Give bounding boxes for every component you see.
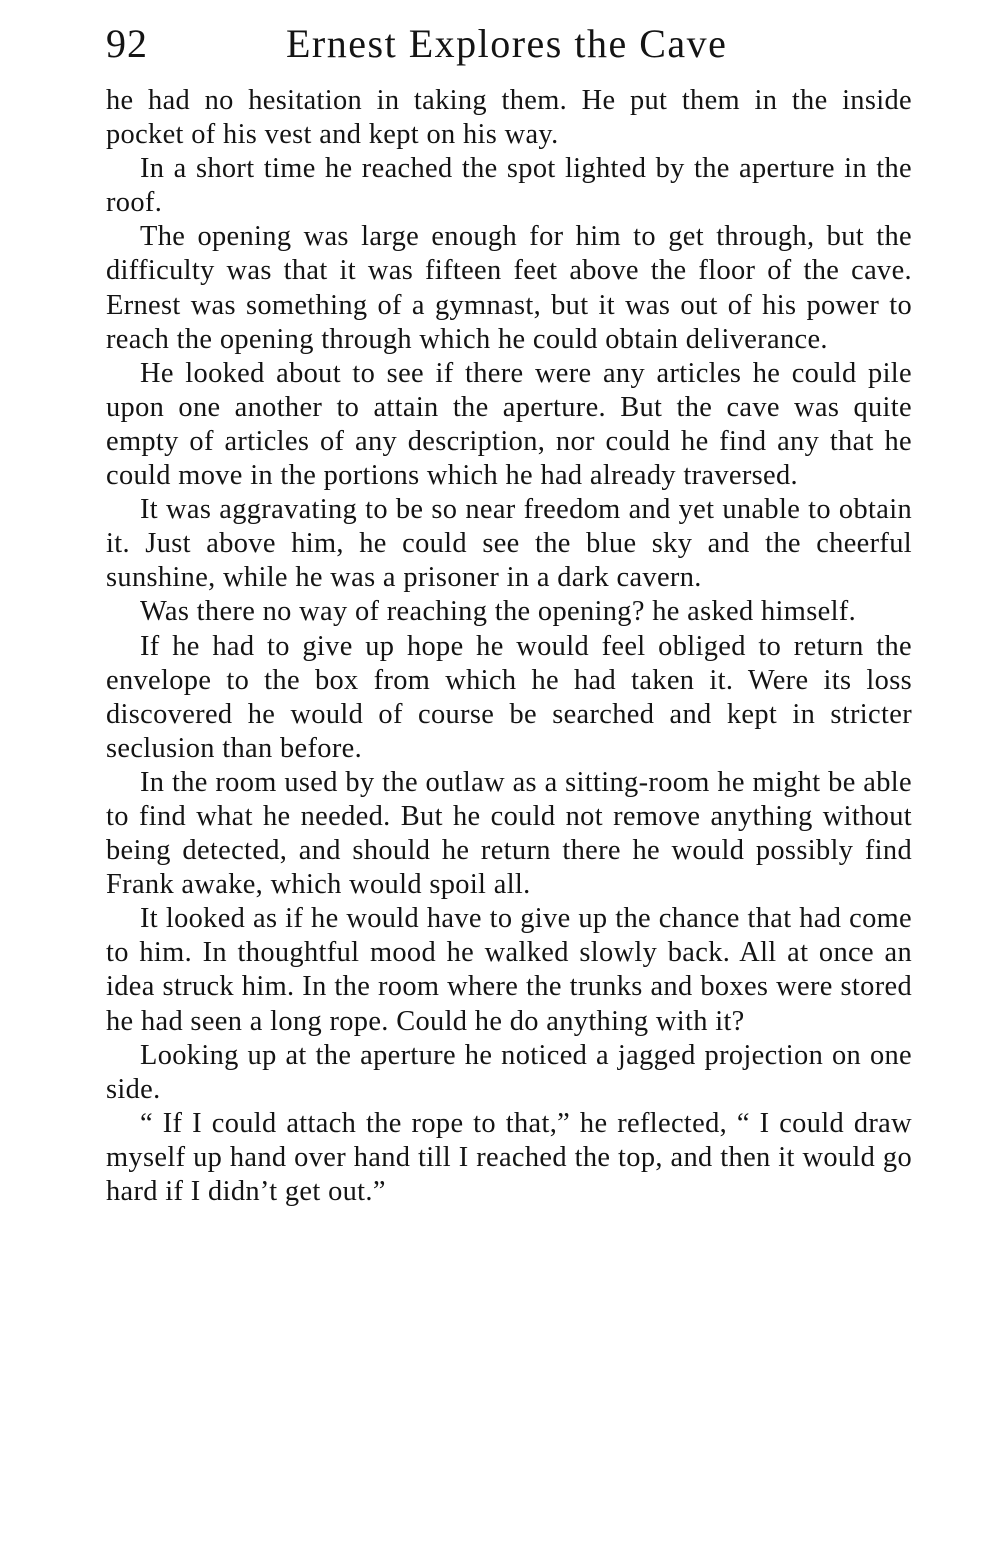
paragraph: he had no hesitation in taking them. He put them in the inside pocket of his vest and kept on his way. (106, 85, 912, 151)
paragraph: “ If I could attach the rope to that,” he reflected, “ I could draw myself up hand over hand till I reached the top, and then it would go hard if I didn’t get out.” (106, 1107, 912, 1207)
paragraph: Was there no way of reaching the opening? he asked himself. (140, 596, 857, 628)
paragraph: If he had to give up hope he would feel obliged to return the envelope to the box from which he had taken it. Were its loss discovered he would of course be searched and kept in stricter seclusion than before. (106, 630, 912, 764)
paragraph: In a short time he reached the spot lighted by the aperture in the roof. (106, 153, 912, 219)
page-number: 92 (106, 21, 148, 66)
paragraph: He looked about to see if there were any articles he could pile upon one another to attain the aperture. But the cave was quite empty of articles of any description, nor could he find any that he could move in the portions which he had already traversed. (106, 357, 912, 492)
body-text (106, 84, 912, 1209)
paragraph: The opening was large enough for him to get through, but the difficulty was that it was fifteen feet above the floor of the cave. Ernest was something of a gymnast, but it was out of his power to reach the opening through which he could obtain deliverance. (106, 221, 912, 355)
running-head (106, 16, 914, 72)
paragraph: It was aggravating to be so near freedom and yet unable to obtain it. Just above him, he could see the blue sky and the cheerful sunshine, while he was a prisoner in a dark cavern. (106, 494, 912, 594)
running-title: Ernest Explores the Cave (286, 21, 728, 66)
paragraph: It looked as if he would have to give up the chance that had come to him. In thoughtful mood he walked slowly back. All at once an idea struck him. In the room where the trunks and boxes were stored he had seen a long rope. Could he do anything with it? (106, 903, 912, 1037)
paragraph: Looking up at the aperture he noticed a jagged projection on one side. (106, 1039, 912, 1105)
paragraph: In the room used by the outlaw as a sitting-room he might be able to find what he needed. But he could not remove anything without being detected, and should he return there he would possibly find Frank awake, which would spoil all. (106, 766, 912, 901)
